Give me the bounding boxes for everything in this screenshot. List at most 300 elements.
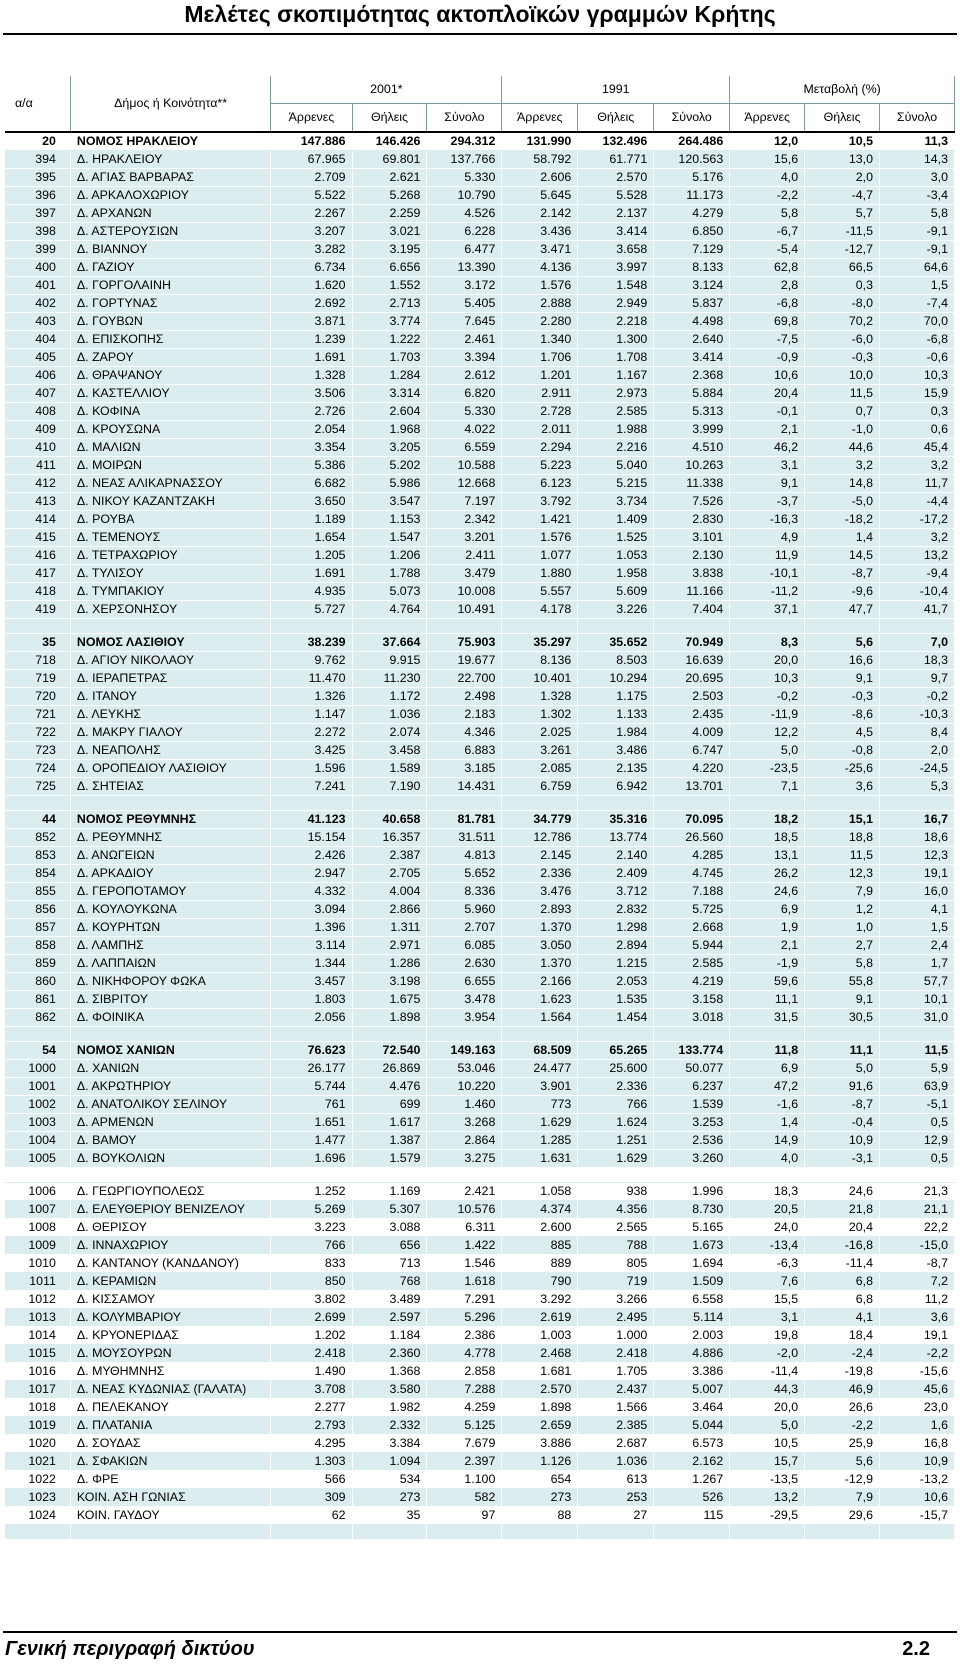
table-row — [5, 493, 955, 511]
cell-value: 5.744 — [271, 1078, 352, 1096]
cell-value: 2.536 — [654, 1132, 730, 1150]
cell-value: 7,6 — [730, 1273, 805, 1291]
cell-value: 2.140 — [578, 847, 654, 865]
cell-municipality: Δ. ΛΑΠΠΑΙΩΝ — [70, 955, 270, 973]
table-row — [5, 760, 955, 778]
cell-value: 4,0 — [730, 169, 805, 187]
cell-value: 3.506 — [271, 385, 352, 403]
cell-value: -8,0 — [805, 295, 880, 313]
cell-value: 3.425 — [271, 742, 352, 760]
cell-value: 15.154 — [271, 829, 352, 847]
cell-value: 131.990 — [502, 132, 578, 151]
cell-value: 120.563 — [654, 151, 730, 169]
cell-value: 1.618 — [427, 1273, 502, 1291]
cell-value: 6.477 — [427, 241, 502, 259]
cell-value: 4,9 — [730, 529, 805, 547]
cell-value: 7.190 — [352, 778, 427, 796]
cell-value: 1,7 — [880, 955, 955, 973]
cell-municipality: Δ. ΓΟΥΒΩΝ — [70, 313, 270, 331]
cell-value: 6,9 — [730, 901, 805, 919]
cell-value: 0,3 — [880, 403, 955, 421]
table-row — [5, 1489, 955, 1507]
cell-code: 724 — [5, 760, 70, 778]
cell-value: 7.645 — [427, 313, 502, 331]
cell-municipality: Δ. ΠΕΛΕΚΑΝΟΥ — [70, 1399, 270, 1417]
cell-value: 1.303 — [271, 1453, 352, 1471]
cell-value: 3.547 — [352, 493, 427, 511]
cell-value: 26.869 — [352, 1060, 427, 1078]
cell-value: 6,8 — [805, 1273, 880, 1291]
cell-value: 5.073 — [352, 583, 427, 601]
cell-value: 25,9 — [805, 1435, 880, 1453]
cell-value: 6.883 — [427, 742, 502, 760]
cell-value: 115 — [654, 1507, 730, 1525]
table-row — [5, 1060, 955, 1078]
cell-code: 1000 — [5, 1060, 70, 1078]
cell-value: 2.461 — [427, 331, 502, 349]
cell-value: 3.261 — [502, 742, 578, 760]
cell-value: -2,0 — [730, 1345, 805, 1363]
cell-value: 149.163 — [427, 1042, 502, 1060]
cell-value: 3,2 — [805, 457, 880, 475]
cell-value: 9.762 — [271, 652, 352, 670]
cell-value: 833 — [271, 1255, 352, 1273]
cell-value: 0,5 — [880, 1150, 955, 1168]
cell-value: 137.766 — [427, 151, 502, 169]
table-row — [5, 187, 955, 205]
cell-value: -6,8 — [880, 331, 955, 349]
cell-value: 3.185 — [427, 760, 502, 778]
cell-value: 2.597 — [352, 1309, 427, 1327]
cell-code: 408 — [5, 403, 70, 421]
cell-value: 1.631 — [502, 1150, 578, 1168]
cell-value: 2.387 — [352, 847, 427, 865]
table-row — [5, 583, 955, 601]
cell-municipality: Δ. ΑΝΩΓΕΙΩΝ — [70, 847, 270, 865]
cell-value: 2.142 — [502, 205, 578, 223]
cell-value: 2.621 — [352, 169, 427, 187]
cell-value: 10,6 — [730, 367, 805, 385]
cell-value: 1.988 — [578, 421, 654, 439]
cell-value: 4,1 — [880, 901, 955, 919]
table-row — [5, 349, 955, 367]
cell-value: 7,2 — [880, 1273, 955, 1291]
table-row — [5, 1078, 955, 1096]
prefecture-row — [5, 634, 955, 652]
cell-value — [880, 796, 955, 811]
cell-value: 1.077 — [502, 547, 578, 565]
cell-value: 3.802 — [271, 1291, 352, 1309]
cell-value: 11,8 — [730, 1042, 805, 1060]
cell-value: 11,5 — [805, 847, 880, 865]
cell-value: 2.498 — [427, 688, 502, 706]
cell-municipality: ΝΟΜΟΣ ΛΑΣΙΘΙΟΥ — [70, 634, 270, 652]
cell-value: 7.288 — [427, 1381, 502, 1399]
cell-value — [654, 1168, 730, 1183]
cell-value — [578, 619, 654, 634]
cell-value: 16,8 — [880, 1435, 955, 1453]
cell-value: 3.088 — [352, 1219, 427, 1237]
cell-value: 2.659 — [502, 1417, 578, 1435]
cell-municipality: Δ. ΝΕΑΣ ΑΛΙΚΑΡΝΑΣΣΟΥ — [70, 475, 270, 493]
cell-municipality: Δ. ΑΡΚΑΛΟΧΩΡΙΟΥ — [70, 187, 270, 205]
cell-code: 1011 — [5, 1273, 70, 1291]
cell-value: 35.652 — [578, 634, 654, 652]
cell-value: -1,9 — [730, 955, 805, 973]
cell-value: 1.996 — [654, 1183, 730, 1201]
cell-value: 5.652 — [427, 865, 502, 883]
cell-code: 1021 — [5, 1453, 70, 1471]
cell-value: -1,6 — [730, 1096, 805, 1114]
header-group-2001: 2001* — [271, 76, 502, 104]
cell-value: -15,0 — [880, 1237, 955, 1255]
cell-value: -0,3 — [805, 349, 880, 367]
cell-value: 4.374 — [502, 1201, 578, 1219]
cell-municipality: Δ. ΑΚΡΩΤΗΡΙΟΥ — [70, 1078, 270, 1096]
cell-code: 1013 — [5, 1309, 70, 1327]
cell-value: 14,8 — [805, 475, 880, 493]
cell-value: -0,2 — [880, 688, 955, 706]
cell-value: 1.058 — [502, 1183, 578, 1201]
table-row — [5, 742, 955, 760]
cell-value: 2.056 — [271, 1009, 352, 1027]
table-row — [5, 1435, 955, 1453]
cell-value: -13,4 — [730, 1237, 805, 1255]
cell-value: -7,5 — [730, 331, 805, 349]
cell-value: 41,7 — [880, 601, 955, 619]
cell-value: 7.129 — [654, 241, 730, 259]
table-row — [5, 1345, 955, 1363]
cell-value: 5,3 — [880, 778, 955, 796]
cell-value: 15,5 — [730, 1291, 805, 1309]
cell-value: 11.338 — [654, 475, 730, 493]
cell-value: 8.133 — [654, 259, 730, 277]
cell-value: 2.218 — [578, 313, 654, 331]
table-row — [5, 919, 955, 937]
cell-value: 11,1 — [730, 991, 805, 1009]
cell-value: 3.489 — [352, 1291, 427, 1309]
header-group-change: Μεταβολή (%) — [730, 76, 955, 104]
cell-value: 5.268 — [352, 187, 427, 205]
cell-code: 397 — [5, 205, 70, 223]
cell-value: 6.656 — [352, 259, 427, 277]
cell-value: 2.183 — [427, 706, 502, 724]
cell-value: 13.701 — [654, 778, 730, 796]
cell-value: 2.342 — [427, 511, 502, 529]
cell-value: 713 — [352, 1255, 427, 1273]
cell-value: 5.522 — [271, 187, 352, 205]
cell-code: 416 — [5, 547, 70, 565]
cell-value: 3.838 — [654, 565, 730, 583]
cell-value: 68.509 — [502, 1042, 578, 1060]
cell-value: 0,7 — [805, 403, 880, 421]
cell-municipality: Δ. ΣΙΒΡΙΤΟΥ — [70, 991, 270, 1009]
cell-value: 3.018 — [654, 1009, 730, 1027]
cell-value: 5.557 — [502, 583, 578, 601]
cell-value: 21,3 — [880, 1183, 955, 1201]
cell-value: -3,1 — [805, 1150, 880, 1168]
cell-municipality: Δ. ΦΡΕ — [70, 1471, 270, 1489]
cell-value: 2.137 — [578, 205, 654, 223]
cell-value: 2.411 — [427, 547, 502, 565]
cell-municipality: Δ. ΗΡΑΚΛΕΙΟΥ — [70, 151, 270, 169]
cell-code: 857 — [5, 919, 70, 937]
cell-code: 852 — [5, 829, 70, 847]
cell-municipality: Δ. ΦΟΙΝΙΚΑ — [70, 1009, 270, 1027]
cell-value: -3,4 — [880, 187, 955, 205]
cell-code: 403 — [5, 313, 70, 331]
cell-value: 5,8 — [730, 205, 805, 223]
cell-municipality: Δ. ΤΥΛΙΣΟΥ — [70, 565, 270, 583]
cell-value: 2.280 — [502, 313, 578, 331]
cell-value: 3,6 — [805, 778, 880, 796]
cell-value: 61.771 — [578, 151, 654, 169]
cell-value: 16.357 — [352, 829, 427, 847]
cell-value: 2.728 — [502, 403, 578, 421]
cell-value: 3.712 — [578, 883, 654, 901]
cell-municipality: Δ. ΒΑΜΟΥ — [70, 1132, 270, 1150]
cell-value: 38.239 — [271, 634, 352, 652]
cell-value: 5.269 — [271, 1201, 352, 1219]
cell-value: 1.205 — [271, 547, 352, 565]
cell-value: 5.165 — [654, 1219, 730, 1237]
cell-value: 3,2 — [880, 529, 955, 547]
table-row — [5, 403, 955, 421]
cell-value: 1.673 — [654, 1237, 730, 1255]
cell-code: 1015 — [5, 1345, 70, 1363]
cell-code: 413 — [5, 493, 70, 511]
cell-value — [730, 1168, 805, 1183]
cell-value — [730, 1027, 805, 1042]
cell-value: 3.223 — [271, 1219, 352, 1237]
cell-value: 7.197 — [427, 493, 502, 511]
cell-value: 7.404 — [654, 601, 730, 619]
cell-value: 1.298 — [578, 919, 654, 937]
cell-value: 6.850 — [654, 223, 730, 241]
cell-value: 4.935 — [271, 583, 352, 601]
header-subcol: Άρρενες — [502, 104, 578, 133]
cell-code — [5, 1168, 70, 1183]
cell-value: 3.458 — [352, 742, 427, 760]
cell-value: 1.286 — [352, 955, 427, 973]
cell-value: 6.734 — [271, 259, 352, 277]
cell-value: 4.476 — [352, 1078, 427, 1096]
cell-value: 27 — [578, 1507, 654, 1525]
cell-value: 2.619 — [502, 1309, 578, 1327]
cell-value: 1.222 — [352, 331, 427, 349]
cell-value: 7.679 — [427, 1435, 502, 1453]
cell-value: 3.658 — [578, 241, 654, 259]
cell-value: 1,2 — [805, 901, 880, 919]
table-row — [5, 778, 955, 796]
cell-code — [5, 1027, 70, 1042]
cell-code: 1024 — [5, 1507, 70, 1525]
cell-value: 2.503 — [654, 688, 730, 706]
cell-municipality: Δ. ΤΕΜΕΝΟΥΣ — [70, 529, 270, 547]
cell-value: 26.560 — [654, 829, 730, 847]
cell-value: 6,9 — [730, 1060, 805, 1078]
prefecture-row — [5, 132, 955, 151]
cell-value: 5.215 — [578, 475, 654, 493]
cell-value: 5.202 — [352, 457, 427, 475]
cell-municipality: Δ. ΚΟΦΙΝΑ — [70, 403, 270, 421]
cell-value: 2.971 — [352, 937, 427, 955]
cell-value: 20,4 — [805, 1219, 880, 1237]
cell-value: -4,4 — [880, 493, 955, 511]
cell-value: 2.687 — [578, 1435, 654, 1453]
cell-value: 46,9 — [805, 1381, 880, 1399]
cell-value: 3.708 — [271, 1381, 352, 1399]
cell-value: 1.202 — [271, 1327, 352, 1345]
cell-value: 1,5 — [880, 277, 955, 295]
cell-value: 45,4 — [880, 439, 955, 457]
cell-value: 1.284 — [352, 367, 427, 385]
table-row — [5, 475, 955, 493]
cell-value: 2.259 — [352, 205, 427, 223]
cell-value: 7,9 — [805, 1489, 880, 1507]
cell-value: 1.623 — [502, 991, 578, 1009]
cell-value: 1.525 — [578, 529, 654, 547]
cell-code: 398 — [5, 223, 70, 241]
cell-value: 18,3 — [730, 1183, 805, 1201]
cell-code: 718 — [5, 652, 70, 670]
cell-value: 14,3 — [880, 151, 955, 169]
cell-value: 57,7 — [880, 973, 955, 991]
cell-value: 1.703 — [352, 349, 427, 367]
cell-value: 2.145 — [502, 847, 578, 865]
cell-value: -8,7 — [880, 1255, 955, 1273]
cell-code: 415 — [5, 529, 70, 547]
cell-value: 10.008 — [427, 583, 502, 601]
cell-value: 656 — [352, 1237, 427, 1255]
header-subcol: Θήλεις — [578, 104, 654, 133]
cell-value: 1.694 — [654, 1255, 730, 1273]
cell-municipality: Δ. ΓΑΖΙΟΥ — [70, 259, 270, 277]
cell-municipality: Δ. ΑΓΙΟΥ ΝΙΚΟΛΑΟΥ — [70, 652, 270, 670]
cell-value: 2.699 — [271, 1309, 352, 1327]
cell-value: 1.396 — [271, 919, 352, 937]
cell-value: 35 — [352, 1507, 427, 1525]
cell-value: 6.123 — [502, 475, 578, 493]
table-row — [5, 1219, 955, 1237]
cell-value: 5.114 — [654, 1309, 730, 1327]
cell-value: 1.654 — [271, 529, 352, 547]
cell-value: 6.228 — [427, 223, 502, 241]
cell-value: -5,1 — [880, 1096, 955, 1114]
cell-value: 2.565 — [578, 1219, 654, 1237]
cell-value: -16,3 — [730, 511, 805, 529]
cell-value: 1.589 — [352, 760, 427, 778]
cell-value: 2.894 — [578, 937, 654, 955]
cell-value: 2.640 — [654, 331, 730, 349]
cell-value: 1.201 — [502, 367, 578, 385]
cell-value: 1,0 — [805, 919, 880, 937]
header-subcol: Άρρενες — [271, 104, 352, 133]
cell-value — [578, 1168, 654, 1183]
cell-value: 1.696 — [271, 1150, 352, 1168]
cell-value: -0,8 — [805, 742, 880, 760]
cell-value: -29,5 — [730, 1507, 805, 1525]
cell-code: 725 — [5, 778, 70, 796]
cell-municipality: Δ. ΜΟΥΣΟΥΡΩΝ — [70, 1345, 270, 1363]
cell-value: 3.275 — [427, 1150, 502, 1168]
cell-value: 0,6 — [880, 421, 955, 439]
cell-value: 1.252 — [271, 1183, 352, 1201]
cell-code: 1017 — [5, 1381, 70, 1399]
cell-value: 10.263 — [654, 457, 730, 475]
cell-value: 1.982 — [352, 1399, 427, 1417]
table-body — [5, 132, 955, 1540]
cell-municipality: Δ. ΒΟΥΚΟΛΙΩΝ — [70, 1150, 270, 1168]
cell-value: 1.422 — [427, 1237, 502, 1255]
table-row — [5, 277, 955, 295]
cell-value: 582 — [427, 1489, 502, 1507]
cell-value: 18,8 — [805, 829, 880, 847]
cell-code: 1007 — [5, 1201, 70, 1219]
cell-value: -11,2 — [730, 583, 805, 601]
cell-value: 885 — [502, 1237, 578, 1255]
cell-value: 1.387 — [352, 1132, 427, 1150]
cell-value: 2,0 — [805, 169, 880, 187]
cell-code: 862 — [5, 1009, 70, 1027]
cell-value: 5.609 — [578, 583, 654, 601]
cell-value: 5.884 — [654, 385, 730, 403]
cell-value: 2.053 — [578, 973, 654, 991]
cell-code: 1005 — [5, 1150, 70, 1168]
cell-municipality: Δ. ΛΕΥΚΗΣ — [70, 706, 270, 724]
cell-value: 26,2 — [730, 865, 805, 883]
cell-value: 2.409 — [578, 865, 654, 883]
cell-value: 1.705 — [578, 1363, 654, 1381]
cell-value: 1.169 — [352, 1183, 427, 1201]
cell-value: 294.312 — [427, 132, 502, 151]
cell-value: 8.136 — [502, 652, 578, 670]
cell-code: 1022 — [5, 1471, 70, 1489]
cell-value: 133.774 — [654, 1042, 730, 1060]
cell-value: 4.332 — [271, 883, 352, 901]
cell-code: 856 — [5, 901, 70, 919]
cell-value: 3.436 — [502, 223, 578, 241]
cell-code: 394 — [5, 151, 70, 169]
cell-value: 4.498 — [654, 313, 730, 331]
cell-value: 37,1 — [730, 601, 805, 619]
cell-value — [502, 796, 578, 811]
cell-value: -1,0 — [805, 421, 880, 439]
cell-code: 1001 — [5, 1078, 70, 1096]
cell-value: 47,7 — [805, 601, 880, 619]
cell-value: 12,0 — [730, 132, 805, 151]
cell-value — [805, 1027, 880, 1042]
cell-municipality: Δ. ΜΑΛΙΩΝ — [70, 439, 270, 457]
cell-value: 21,1 — [880, 1201, 955, 1219]
cell-code: 411 — [5, 457, 70, 475]
cell-value — [502, 1027, 578, 1042]
cell-value — [352, 619, 427, 634]
cell-value: 3.457 — [271, 973, 352, 991]
cell-value: 3.650 — [271, 493, 352, 511]
cell-value: 1.460 — [427, 1096, 502, 1114]
cell-value: 2,0 — [880, 742, 955, 760]
cell-value: 1.898 — [352, 1009, 427, 1027]
cell-value: 3.954 — [427, 1009, 502, 1027]
cell-value: 10,9 — [880, 1453, 955, 1471]
cell-value: 2.385 — [578, 1417, 654, 1435]
cell-value: 1.036 — [578, 1453, 654, 1471]
table-row — [5, 688, 955, 706]
table-row — [5, 829, 955, 847]
cell-value: 3.774 — [352, 313, 427, 331]
cell-value: 3.292 — [502, 1291, 578, 1309]
